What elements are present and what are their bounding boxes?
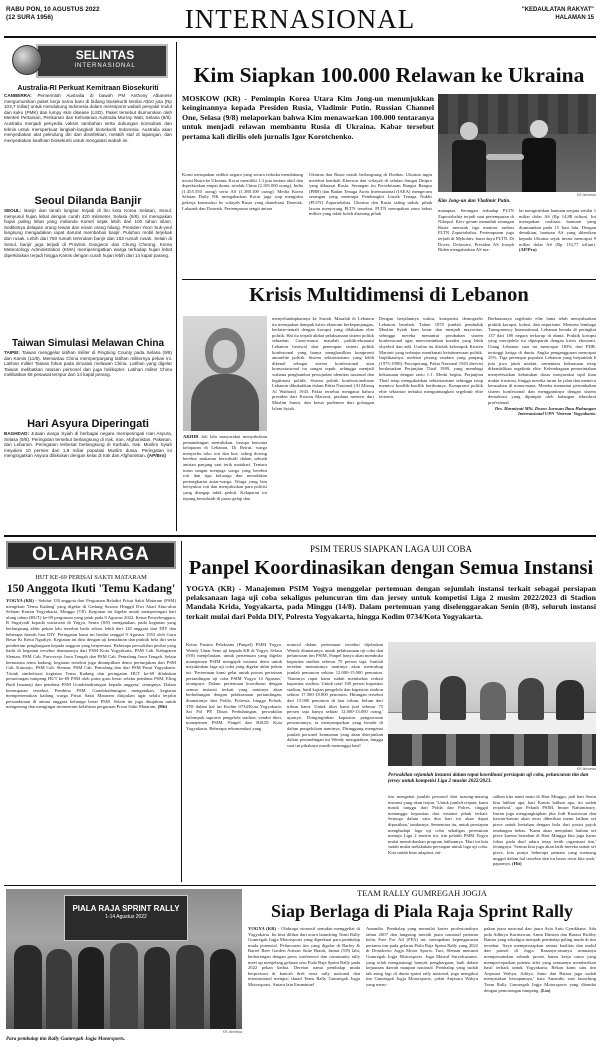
selintas-badge-subtitle: INTERNASIONAL bbox=[74, 63, 136, 69]
lebanon-sign: Drs. Harmiyati MSi. Dosen Jurusan Ilmu Hubungan Internasional UPN 'Veteran' Yogyakarta. bbox=[494, 405, 596, 417]
item-title: Hari Asyura Diperingati bbox=[27, 418, 149, 430]
olahraga-title: OLAHRAGA bbox=[32, 544, 150, 565]
person-silhouette bbox=[176, 945, 204, 1029]
brand-name: "KEDAULATAN RAKYAT" bbox=[521, 7, 594, 13]
selintas-item bbox=[4, 84, 172, 189]
rally-sign: (Lia) bbox=[540, 987, 551, 993]
masthead-rule bbox=[4, 36, 596, 38]
photo-credit: KR-Istimewa bbox=[576, 193, 596, 197]
item-dateline: BAGHDAD: bbox=[4, 431, 30, 436]
person-silhouette bbox=[402, 680, 428, 720]
selintas-item bbox=[4, 418, 172, 505]
item-body bbox=[4, 208, 172, 332]
psim-dateline: YOGYA (KR) - bbox=[186, 584, 242, 593]
rally-banner-date: 1-14 Agustus 2022 bbox=[105, 914, 147, 920]
item-body bbox=[4, 93, 172, 189]
psim-rally-rule bbox=[4, 885, 596, 886]
ukraine-lead bbox=[182, 94, 434, 170]
psim-col3: tim mengenai jumlah personel dari masing-masing instansi yang akan terjun. 'Untuk jumlah respon, kami masih tunggu dari Polda dan Polres, tinggal menunggu kepastian dari instansi pihak terkait. Semoga dalam satu dua hari ini akan dapat dipastikan,' tandasnya. Sementara itu, untuk persiapan menghadapi laga uji coba sekaligus peresmian menuju Liga 2 musim ini, tim pelatih PSIM Yogya mulai memfokuskan program latihannya. 'Hari ini kita sudah mulai melakukan persiapan untuk laga uji coba. Kita sudah buat adaptasi, mi- bbox=[388, 794, 488, 855]
international-olahraga-rule bbox=[4, 535, 596, 537]
rally-col2: Amandio. Pembalap yang memulai karier profesionalnya tahun 2007 dan langsung meraih juara nasional pertama kelas Free For All (FFA) ini, merupakan kepengurusan pertama tim pada gelaran Piala Raja Sprint Rally yang 2022 di Donokerto Jogja Motor Sports, Turi, Sleman menurut Gumregah Jogja Motorsports. Juga Masrul Suryokusumo, yang telah mengantongi banyak penghargaan, baik dalam kejuaraan daerah maupun nasional. Pembalap yang sudah tak asing lagi di dunia sprint rally nasional, juga mengikut tim Gumregah Jogja Motorsports, yakni Anjasara Wahyu yang meru- bbox=[366, 926, 478, 987]
person-silhouette bbox=[518, 678, 544, 720]
author-body bbox=[191, 374, 259, 431]
person-silhouette bbox=[78, 947, 104, 1029]
item-body bbox=[4, 431, 172, 505]
rally-photo-caption: Para pembalap tim Rally Gumregah Jogja Motorsports. bbox=[6, 1036, 126, 1042]
ukraine-headline: Kim Siapkan 100.000 Relawan ke Ukraina bbox=[193, 63, 585, 87]
person-silhouette bbox=[480, 682, 506, 720]
psim-lead-text: Manajemen PSIM Yogya menggelar pertemuan dengan sejumlah instansi terkait sebagai persiapan pelaksanaan laga uji coba sekaligus peluncuran tim dan jersey untuk kompetisi Liga 2 musim 2022/2023 di Stadion Mandala Krida, Yogyakarta, pada Minggu (14/8). Dalam pertemuan yang diselenggarakan Senin (8/8), seluruh instansi terkait mulai dari Polda DIY, Polresta Yogyakarta, hingga Kodim 0734/Kota Yogyakarta. bbox=[186, 584, 596, 621]
rally-dateline: YOGYA (KR) - bbox=[248, 926, 280, 931]
psm-sign: (Hit) bbox=[157, 704, 168, 710]
badge-globe-icon bbox=[12, 45, 42, 75]
rally-col3 bbox=[484, 926, 596, 1046]
psim-col4 bbox=[493, 794, 596, 882]
person-silhouette bbox=[522, 138, 556, 192]
col-text: lai mengirimkan bantuan senjata senilai 1 miliar dolar AS (Rp 14,88 triliun). Ini merupakan realisasi bantuan yang diumumkan pada 15 Juni lalu. Dengan demikian, bantuan AS yang diberikan kepada Ukraina sejak invasi mencapai 9 miliar dolar AS (Rp 133,77 triliun). bbox=[519, 208, 596, 247]
selintas-sidebar bbox=[4, 42, 172, 531]
psm-body bbox=[6, 598, 176, 882]
item-text: Jutaan warga Syiah di berbagai negara memperingati Hari Asyura, Selasa (9/8). Peringatan tersebut berlangsung di Irak, Iran, Afghanistan, Pakistan, dan Lebanon. Peringatan terbesar berlangsung di Karbala, Irak. Muslim Syiah meyakini 10 persen dari 1,8 miliar populasi Muslim dunia. Peringatan ini mengingatkan Asyura dilakukan dengan ketat di Irak dan Afghanistan. bbox=[4, 431, 172, 459]
person-silhouette bbox=[144, 947, 170, 1029]
psim-lead bbox=[186, 584, 596, 638]
sidebar-divider bbox=[176, 42, 177, 531]
ukraine-col2: Ukraina dan Rusia masih berlangsung di Donbas. Ukraina ingin merebut kembali Kherson dan wilayah di selatan Sungai Dnipro yang dikuasai Rusia. Serangan itu Persekitaran Bangsa Bangsa (PBB) dan Badan Tenaga Atom Internasional (IAEA) mengecam serangan yang menimpa Pembangkit Listrik Tenaga Nuklir (PLTN) Zaporizhzhia. Ukraina dan Rusia saling tuduh, pihak lawan menyerang PLTN tersebut. PLTN merupakan zona bebas militer yang tidak boleh diserang pihak bbox=[309, 172, 432, 217]
selintas-badge bbox=[36, 44, 168, 78]
lebanon-col3: Dengan berjalannya waktu, komposisi demografis Lebanon berubah. Tahun 1970 jumlah penduduk Muslim Syiah kian besar dan menjadi mayoritas, sehingga mereka menuntut perubahan sistem konfessional agar mencerminkan kondisi yang lebih obyektif dan adil. Usulan itu ditolak kelompok Kristen Maronit yang terlanjur menikmati keistimewaan politik. Implikasinya, meletus perang saudara yang panjang (1975-1990). Pascaperang, Pakta Nasional 1943 direvisi berdasarkan Perjanjian Thaif 1989, yang membagi kekuasaan dengan rasio 1:1. Meski begitu, Perjanjian Thaif tetap mengukuhkan sektarianisme sehingga tetap memicu konflik-konflik berikutnya. Kompromi politik elite sektarian terbukti menguntungkan segelintir elite tertentu. bbox=[379, 316, 483, 400]
person-silhouette bbox=[460, 122, 478, 140]
rally-photo bbox=[6, 889, 242, 1029]
masthead-brand bbox=[464, 6, 594, 22]
lead-dateline: MOSKOW (KR) - bbox=[182, 94, 247, 103]
selintas-item bbox=[4, 338, 172, 412]
person-silhouette bbox=[440, 676, 466, 720]
rally-col1 bbox=[248, 926, 360, 1046]
rally-banner-title: PIALA RAJA SPRINT RALLY bbox=[72, 904, 180, 913]
item-sign: (AP/Bro) bbox=[147, 453, 166, 459]
person-silhouette bbox=[110, 943, 138, 1029]
item-dateline: CANBERRA: bbox=[4, 93, 32, 98]
lebanon-col2: menyelundupkannya ke Suriah. Masalah di Lebanon itu merupakan dampak krisis ekonomi berkepanjangan, berlatar-temali dengan korupsi yang dilakukan elite politik. Hal itu terjadi akibat pelaksanaan sistem politik sektarian. Carut-marut masalah politik-ekonomi Lebanon berawal dari penerapan sistem politik konfesional yang hanya menghasilkan kompromi antarelite politik. Sistem sektarianisme yang lebih dikenal sebagai sistem konfessional atau konsosiasional itu sangat rapuh, sehingga menjadi wahana penghambat pewujudan identitas nasional dan legitimasi politik. Sistem politik konfessionalisme Lebanon dikukuhkan dalam Pakta Nasional (Al Mitsaq Al Wathoni) 1943. Pakta tersebut mengatur bahwa presiden dari Kristen Maronit, perdana menteri dari Muslim Sunni, dan ketua parlemen dari golongan Islam Syiah. bbox=[272, 316, 374, 411]
col-text: salkan kita nanti main di Hari Minggu, jadi hari Senin kita latihan apa, hari Kamis latihan apa, itu sudah terjadwal,' ujar Pelatih PSIM, Imran Nahumarury. Imran juga mengungkapkan jika Jodi Kustiawan dan kawan-kawan akan terus diberikan menu latihan set piece untuk bertahan dengan bola dari posisi pojok tendangan bebas. 'Kami akan menjalani latihan set piece karena bertahan di Hari Minggu kita juga harus fokus pada duel udara tetap tertib organisasi tim,' terangnya. 'Semua kita juga akan latih mereka untuk set piece, kita punya beberapa pemain yang memang unggul dalam hal tersebut dan itu harus terus kita asah,' paparnya. bbox=[493, 794, 596, 867]
item-text: Banjir dan tanah longsor terjadi di ibu kota Korea Selatan, Seoul, menyusul hujan lebat dengan curah 420 milimeter, Selasa (9/8). Ini merupakan hujan paling lebat yang melanda Korsel sejak lebih dari 100 tahun silam. Sedikitnya delapan orang tewas dan enam orang hilang. Presiden Yoon Suk-yeol langsung mengadakan rapat darurat membahas banjir. Puluhan mobil terjebak dan rusak. Lebih dari 750 rumah terendam banjir dan 163 rumah rusak. Selain di Seoul, banjir juga terjadi di Provinsi Gangwon dan Chung Cheong. Korea Meteorology Administration (KMA) memperingatkan warga terhadap hujan lebat diperkirakan terjadi hingga Kamis dengan curah hujan lebih dari 14 kapal parang. bbox=[4, 208, 172, 258]
handshake bbox=[486, 154, 524, 160]
selintas-badge-title: SELINTAS bbox=[75, 48, 135, 62]
rally-headline: Siap Berlaga di Piala Raja Sprint Rally bbox=[270, 901, 574, 921]
item-text: Taiwan menggelar latihan militer di Pingtung County pada Selasa (9/8) dan Kamis (11/8). Memantau China memperpanjang latihan militernya pekan ini. Latihan militer Taiwan fokus pada simulasi melawan China. Latihan yang digelar Taiwan melibatkan ratusan personel dan juga helikopter. Latihan militer China melibatkan 66 pesawat tempur dan 14 kapal perang. bbox=[4, 350, 172, 378]
ukraine-lebanon-rule bbox=[182, 279, 596, 280]
ukraine-col4 bbox=[519, 208, 596, 272]
section-title: INTERNASIONAL bbox=[184, 4, 416, 34]
item-text: Pemerintah Australia di bawah PM Anthony Albanese mengumumkan paket kerja sama baru di bidang biosekuriti senilai A$10 juta (Rp 103,7 miliar) untuk mendukung Indonesia dalam merespons wabah penyakit mulut dan kuku (PMK) dan lumpy skin disease (LSD). Paket tersebut diumumkan oleh Menteri Pertanian, Perikanan dan Kehutanan Australia Murray Watt, Selasa (9/8). Australia menjadi penyedia vaksin tambahan serta dukungan konsultasi dan teknis untuk memperkuat langkah-langkah biosekuriti Indonesia. Australia akan menyediakan alat pelindung diri dan disinfektan, melatih staf di lapangan, dan menyediakan kealhian biosekuriti untuk mengatasi wabah ini. bbox=[4, 93, 172, 143]
page-number: HALAMAN 15 bbox=[555, 15, 594, 21]
author-photo bbox=[183, 316, 267, 431]
item-title: Seoul Dilanda Banjir bbox=[34, 195, 142, 207]
rally-banner bbox=[64, 895, 188, 941]
col-text: Juli lalu masyarakat menyaksikan pemandangan memilukan, berupa bencana kelaparan di Lebanon. Di Beirut, warga menyerbu toko roti dan kue, saling dorong berebut makanan bersubsidi dalam sebuah antrian panjang saat terik matahari. Tentara turun tangan menjaga warga yang berebut roti dan tiga keluarga dan menolakan pertengkaran antar-warga. Warga yang lain bersyukur roti dan menyaksikan para politisi yang diangap tidak peduli. Kelaparan ini tepung bersubsidi di pasar gelap dan bbox=[183, 434, 267, 501]
psm-headline: 150 Anggota Ikuti 'Temu Kadang' bbox=[6, 582, 176, 595]
psim-col1: Ketua Panitia Pelaksana (Panpel) PSIM Yogya, Wendy Umar Seno aji kepada KR di Yogya, Selasa (9/8) menjelaskan, untuk pertemuan yang digelar manajemen PSIM mengajak instansi demi untuk meyakinkan laga uji coba yang digelar akhir pekan ini. 'Pertemuan kami gelar untuk proses perizinan pertandingan uji coba PSIM Yogya 14 Agustus,' terangnya. Dalam pertemuan koordinasi dengan semua instansi terkait yang nantinya akan berhubungan dengan pelaksanaan pertandingan, diantaranya dari Polda, Polresta, hingga Polsek, TNI dalam hal ini Kodim 0734/Kota Yogyakarta, Sat Pol PP, Dinas Perhubungan, perwakilan kelompok suporter pengelola stadion, vendor tiket, manajemen PSIM, Panpel dan RSUD Kota Yogyakarta. Beberapa rekomendasi yang bbox=[186, 642, 282, 731]
psm-story bbox=[6, 574, 176, 882]
ukraine-col1: Korut merupakan sedikit negara yang secara terbuka mendukung invasi Rusia ke Ukraina. Korut memiliki 1,3 juta tentara aktif dan diperkirakan empat dunia, setelah China (2.185.000 orang), India (1.455.550 orang) serta AS (1.388.100 orang). Media Korea Selatan Daily NK mengabarkan Korut juga siap mengirim pekerja konstruksi ke wilayah Rusia yang dianeksasi Donetsk, Luhansk dan Donetsk. Pertempuran sengit antara bbox=[182, 172, 303, 211]
psim-sign: (Hit) bbox=[512, 861, 522, 867]
item-body bbox=[4, 350, 172, 412]
psim-headline: Panpel Koordinasikan dengan Semua Instansi bbox=[188, 557, 594, 579]
date-line: RABU PON, 10 AGUSTUS 2022 bbox=[6, 6, 100, 13]
issue-line: (12 SURA 1956) bbox=[6, 14, 54, 21]
lebanon-col1 bbox=[183, 434, 267, 530]
person-silhouette bbox=[556, 680, 584, 720]
lead-text: Pemimpin Korea Utara Kim Jong-un menunjukkan keinginannya kepada Presiden Rusia, Vladimir Putin. Russian Channel One, Selasa (9/8) melaporkan bahwa Kim menawarkan 100.000 tentaranya untuk menjadi relawan membantu Rusia di Ukraina. Kabar tersebut pertama kali dirilis oleh jurnalis Igor Korotchenko. bbox=[182, 94, 434, 141]
ukraine-col3: manapun. Serangan terhadap PLTN Zaporizhzhia terjadi saat pertempuran di Nikopol. Kiev geram menuduh serangan Rusia merusak tiga monitor radiasi PLTN Zaporizhzhia. Pertempuran juga terjadi di Mykolaiv, barat daya PLTN. Di Dover, Delaware, Presiden AS Joseph Biden mengabarkan AS ma- bbox=[438, 208, 514, 253]
item-dateline: SEOUL: bbox=[4, 208, 22, 213]
lebanon-dropcap: AKHIR bbox=[183, 434, 199, 439]
author-face bbox=[213, 340, 237, 368]
psim-kicker: PSIM TERUS SIAPKAN LAGA UJI COBA bbox=[309, 544, 473, 554]
foreground-chairs bbox=[388, 734, 596, 766]
person-silhouette bbox=[452, 140, 486, 192]
col-text: pakan juara nasional dan juara Asia Auto Gymkhana. Ada pula Adhitya Kurniawan, Amin Dinsten dan Barasa Richby Batuta yang sekaligus menjadi pembalap paling muda di tim tersebut. 'Saya mempersiapkan semua kualitas dan mobil dan ponsel di Jogja. Rasanya-rasanya semuanya mempersatukan sebuah proses bantu kerja sama yang mempercepatkan potensi atlet yang semuanya memberikan hasil terbaik untuk Yogyakarta. Rekan kami satu tim Anjasara Wahyu, Aditya, Janto dan Batara juga sudah menyatakan kesiapannya,' kata Amandio saat launching Team Rally Gumregah Jogja Motorsports yang ditandai dengan pemotongan tumpeng. bbox=[484, 926, 596, 993]
item-dateline: TAIPEI: bbox=[4, 350, 20, 355]
olahraga-badge bbox=[6, 541, 176, 569]
lebanon-col4 bbox=[488, 316, 596, 530]
col-text: Berkuasanya segelintir elite lama telah menyuburkan praktik korupsi, kolusi, dan nepotisme. Menurut lembaga Transparency International, Lebanon berada di peringkat 137 dari 180 negara terkorup di dunia. Praktik korupsi yang merajalela itu diperparah dengan krisis ekonomi. Utang Lebanon saat ini mencapai 183% dari PDB, tertinggi ketiga di dunia. Angka pengangguran mencapai 25%. Tiga perempat populasi Lebanon yang berjumlah 6 juta jiwa jatuh miskin, sementara kekuasaan tetap dikendalikan segelintir elite. Kelembagaan pemerintahan menyelesaikan kebutuhan dasar masyarakat sipil kian makin frustrasi, hingga mereka turun ke jalan dan memicu kerusuhan di mana-mana. Mereka menuntut perombakan sistem konfesional dan menggantinya dengan sistem demokrasi yang dipimpin oleh kalangan teknokrat profesional. bbox=[488, 316, 596, 405]
person-silhouette bbox=[530, 120, 548, 138]
selintas-items bbox=[4, 84, 172, 505]
person-silhouette bbox=[14, 945, 42, 1029]
psim-col2: muncul dalam pertemuan tersebut dijelaskan Wendy diantaranya, untuk pelaksanaan uji coba dan peluncuran tim PSIM, Panpel hanya akan membuka kapasitas stadion sebesar 75 persen saja. Jumlah tersebut menurutnya nantinya akan mencakup jumlah penonton sekitar 12.000-15.000 penonton. 'Nantinya rapat kami sudah membahas terkait kapasitas stadion. Untuk total 100 persen kapasitas stadion, hasil kajian pengelola dan kapasitas stadion sekitar 17.500-18.000 penonton. Hitungan tersebut dari 15.000 penonton di luar tribun, belum dari tribun kami. Untuk tiket kami jual sebesar 75 persen saja hanya sekitar 12.000-13.000 orang,' ujarnya. Diinginginkan kapasitas pengawasan penontonnya, ia menyampaikan yang berada di dalam pengelolaan nantinya. Diringgung mengenai jumlah personel keamanan yang akan diterjunkan dalam pertandingan ini Wendy mengatakan, hingga saat ini pihaknya masih menunggu hasil bbox=[287, 642, 383, 748]
ukraine-photo-caption: Kim Jong-un dan Vladimir Putin. bbox=[438, 198, 511, 204]
psim-photo-caption: Perwakilan sejumlah instansi dalam rapat koordinasi persiapan uji coba, peluncuran tim dan jersey untuk kompetisi Liga 2 musim 2022/2023. bbox=[388, 772, 589, 784]
lebanon-headline: Krisis Multidimensi di Lebanon bbox=[249, 284, 529, 306]
item-title: Taiwan Simulasi Melawan China bbox=[11, 338, 165, 349]
psm-dateline: YOGYA (KR) - bbox=[6, 598, 37, 603]
olahraga-col-divider bbox=[181, 541, 182, 882]
psim-meeting-photo bbox=[388, 642, 596, 766]
col-text: Olahraga otomotif semakin menggeliat di Yogyakarta. Itu bisa dilihat dari acara launching Team Rally Gumregah Jogja Motorsports yang diperkuat para pembalap muda potensial. Peluncuran tim yang digelar di Barley & Barrel Beer Garden Artisan Suite Bianti, Jumat (5/8) lalu, berbarengan dengan press conference dan community rally meet up menjelang gelaran seru Piala Raja Sprint Rally pada 2022 pekan kedua. Deretan nama pembalap muda berprestasi di kancah drift serta rally nasional dan internasional mengisi skuad Team Rally Gumregah Jogja Motorsports. Antara lain Emmanuel bbox=[248, 926, 360, 987]
selintas-item bbox=[4, 195, 172, 332]
person-silhouette bbox=[46, 949, 72, 1029]
ukraine-sign: (AP/Pra) bbox=[519, 247, 537, 253]
photo-credit: KR-Istimewa bbox=[576, 767, 596, 771]
person-silhouette bbox=[210, 949, 236, 1029]
photo-credit: KR-Istimewa bbox=[222, 1030, 242, 1034]
item-title: Australia-RI Perkuat Kemitraan Biosekuriti bbox=[17, 85, 159, 92]
rally-kicker: TEAM RALLY GUMREGAH JOGJA bbox=[357, 889, 487, 898]
col-text: Sekitar 150 anggota dari Perguruan Beladiri Prisai Sakti Mataram (PSM) mengikuti 'Temu Kadang' yang digelar di Gedung Sasono Hinggil Dwi Abad Alun-alun Selatan Kraton Yogyakarta, Minggu (7/8). Kegiatan ini digelar untuk memperingati hari ulang tahun (HUT) ke-69 perguruan yang jatuh pada 9 Agustus 2022. Ketua Penyelenggara, R Sugriyadi kepada wartawan di Yogya, Senin (8/8) mengatakan, pada kegiatan yang berlangsung akhir pekan lalu tersebut hadir sektor lebih dari 120 anggota dari DIY dan beberapa daerah luar DIY. Peringatan kami ini berdiri tanggal 9 Agustus 1953 oleh Guru Besar Ki Ketut Ngadiyo. Kegiatan ini diisi dengan uji kemahiran dan praktik bela diri serta pemberian penghargaan kepada anggota yang berprestasi. Beberapa perwakilan pesilat yang hadir di kegiatan tersebut diantaranya dari PSM Kota Yogyakarta, PSM Cab. Kabupaten Sleman, PSM Cab. Purworejo Jawa Tengah dan PSM Cab. Pemalang Jawa Tengah. Selain bernuansa temu kadang, kegiatan tersebut juga ditampilkan demo pertunjukan dari PSM Cab. Kutoarjo, PSM Cab. Sleman, PSM Cab. Pemalang dan dari PSM Pusat Yogyakarta. 'Untuk simbolisasi kegiatan Temu Kadang dan peringatan HUT ke-69 dilakukan pemotongan tumpeng HUT ke-69 PSM oleh putra guru besar selaku pembina PSM, Eling Budi Ismanaji dan pembina PSM Gondohadiningrat kepada anggota,' terangnya. Dalam kesempatan tersebut, Pembina PSM, Gondohadiningrat mengatakan, kegiatan mempertemukan kadang warga Prisai Sakti Mataram ditujukan agar selalu terjalin persaudaraan di antara anggota keluarga besar PSM. Selain itu juga ditujukan untuk mengenang dan mengingat momentum kelahiran perguruan Prisai Sakti Mataram. bbox=[6, 598, 176, 710]
kim-putin-photo bbox=[438, 94, 596, 192]
psm-kicker: HUT KE-69 PERISAI SAKTI MATARAM bbox=[35, 574, 147, 581]
